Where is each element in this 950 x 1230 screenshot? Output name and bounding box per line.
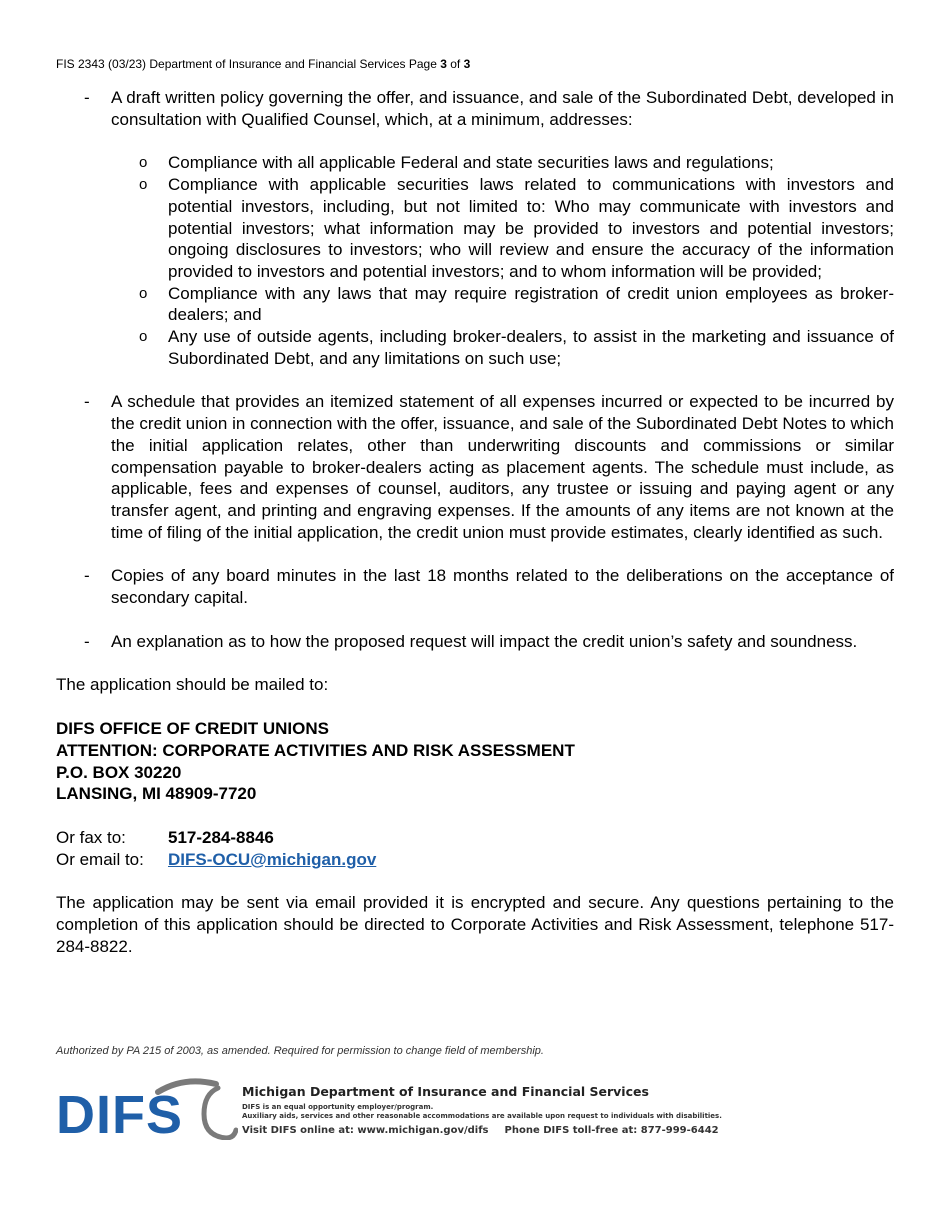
- requirement-item: [56, 565, 894, 608]
- page-total: 3: [463, 57, 471, 71]
- email-label: Or email to:: [56, 849, 144, 869]
- footer-info: [242, 1084, 722, 1136]
- header-of: of: [446, 57, 464, 71]
- address-line: P.O. BOX 30220: [56, 762, 182, 782]
- address-line: LANSING, MI 48909-7720: [56, 784, 257, 804]
- sub-requirement-item: [111, 152, 894, 174]
- document-body: [56, 87, 894, 980]
- requirement-text: An explanation as to how the proposed request will impact the credit union’s safety and soundness.: [111, 631, 858, 651]
- sub-requirement-text: Compliance with any laws that may require registration of credit union employees as broker-dealers; and: [168, 283, 894, 325]
- fax-label: Or fax to:: [56, 827, 126, 847]
- dash-marker: -: [84, 566, 90, 586]
- sub-requirement-text: Any use of outside agents, including broker-dealers, to assist in the marketing and issuance of Subordinated Debt, and any limitations on such use;: [168, 327, 894, 368]
- circle-bullet-icon: o: [139, 328, 148, 346]
- dash-marker: -: [84, 88, 90, 107]
- sub-requirement-text: Compliance with applicable securities laws related to communications with investors and potential investors, including, but not limited to: Who may communicate with investors and potential investors; what information may be provided to investors and potential investors; ongoing disclosures to investors; who will review and ensure the accuracy of the information provided to investors and potential investors; and to whom information will be provided;: [168, 175, 894, 281]
- sub-requirement-item: [111, 174, 894, 283]
- fax-row: [56, 827, 894, 849]
- sub-requirement-list: [111, 152, 894, 369]
- mailing-address: [56, 718, 894, 805]
- requirement-text: A schedule that provides an itemized statement of all expenses incurred or expected to be incurred by the credit union in connection with the offer, issuance, and sale of the Subordinated Debt Notes to which the initial application relates, other than underwriting discounts and commissions or similar compensation payable to broker-dealers acting as placement agents. The schedule must include, as applicable, fees and expenses of counsel, auditors, any trustee or issuing and paying agent or any transfer agent, and printing and engraving expenses. If the amounts of any items are not known at the time of filing of the initial application, the credit union must provide estimates, clearly identified as such.: [111, 392, 894, 542]
- dash-marker: -: [84, 631, 90, 651]
- requirement-text: Copies of any board minutes in the last 18 months related to the deliberations on the acceptance of secondary capital.: [111, 566, 894, 608]
- requirement-item: [56, 631, 894, 653]
- difs-logo-text: DIFS: [56, 1085, 184, 1145]
- dash-marker: -: [84, 392, 90, 412]
- footer-accommodations: Auxiliary aids, services and other reasonable accommodations are available upon request to individuals with disabilities.: [242, 1112, 722, 1120]
- contact-block: [56, 827, 894, 870]
- footer-title: Michigan Department of Insurance and Financial Services: [242, 1084, 649, 1099]
- requirement-item: [56, 391, 894, 543]
- header-prefix: FIS 2343 (03/23) Department of Insurance and Financial Services Page: [56, 57, 441, 71]
- page-header: [56, 57, 470, 71]
- requirement-text: A draft written policy governing the offer, and issuance, and sale of the Subordinated Debt, developed in consultation with Qualified Counsel, which, at a minimum, addresses:: [111, 88, 894, 129]
- circle-bullet-icon: o: [139, 176, 148, 194]
- authorization-note: Authorized by PA 215 of 2003, as amended. Required for permission to change field of membership.: [56, 1045, 544, 1057]
- footer: [56, 1078, 756, 1143]
- email-row: [56, 849, 894, 871]
- footer-contact-line: [242, 1125, 722, 1136]
- mail-intro: The application should be mailed to:: [56, 675, 329, 695]
- footer-equal-opportunity: DIFS is an equal opportunity employer/program.: [242, 1103, 434, 1111]
- address-line: DIFS OFFICE OF CREDIT UNIONS: [56, 719, 329, 739]
- requirement-item: [56, 87, 894, 369]
- footer-notice: [242, 1103, 722, 1121]
- fax-number: 517-284-8846: [168, 827, 274, 847]
- circle-bullet-icon: o: [139, 284, 148, 302]
- sub-requirement-item: [111, 326, 894, 369]
- page-current: 3: [440, 57, 447, 71]
- closing-paragraph: The application may be sent via email provided it is encrypted and secure. Any questions pertaining to the completion of this application should be directed to Corporate Activities and Risk Assessment, telephone 517-284-8822.: [56, 893, 894, 956]
- difs-swoosh-icon: [154, 1078, 238, 1140]
- sub-requirement-item: [111, 283, 894, 326]
- footer-website: Visit DIFS online at: www.michigan.gov/difs: [242, 1125, 489, 1136]
- footer-phone: Phone DIFS toll-free at: 877-999-6442: [504, 1125, 719, 1136]
- address-line: ATTENTION: CORPORATE ACTIVITIES AND RISK ASSESSMENT: [56, 740, 575, 760]
- sub-requirement-text: Compliance with all applicable Federal and state securities laws and regulations;: [168, 153, 774, 173]
- circle-bullet-icon: o: [139, 154, 148, 172]
- email-link[interactable]: DIFS-OCU@michigan.gov: [168, 849, 377, 869]
